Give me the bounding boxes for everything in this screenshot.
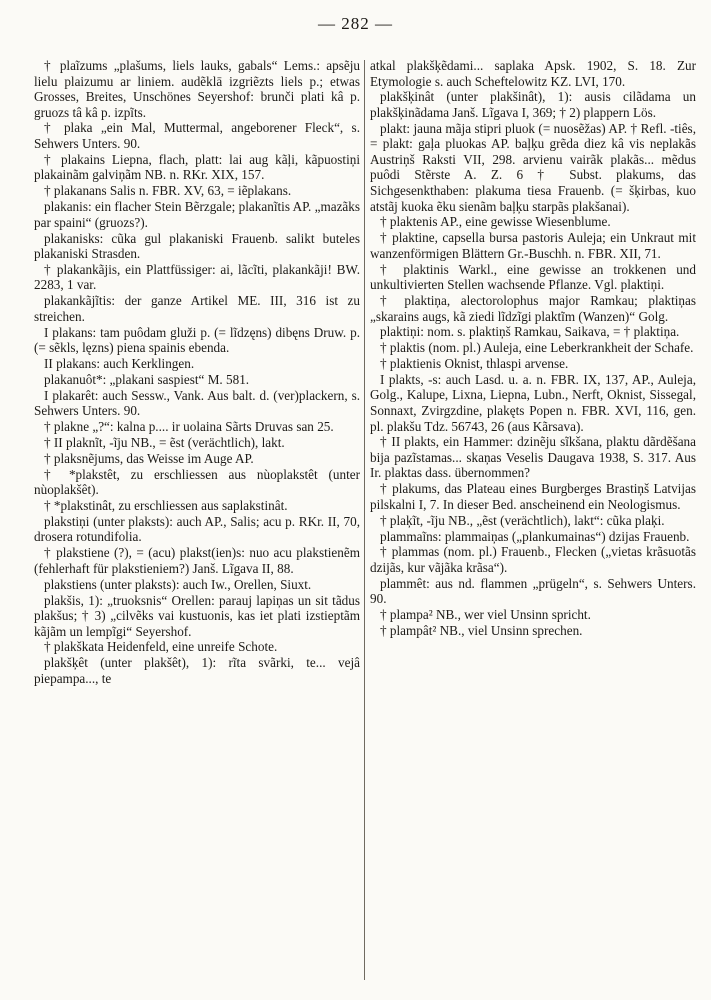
dictionary-entry: † plampât² NB., viel Unsinn sprechen.: [380, 623, 583, 639]
dictionary-entry: plakšķêt (unter plakšêt), 1): rĩta svãrki, te... vejâ piepampa..., te: [34, 655, 360, 686]
right-column: [370, 58, 696, 639]
dictionary-entry: † plakums, das Plateau eines Burgberges Brastiņš Latvijas pilskalni I, 7. In dieser Bed. anscheinend ein Neologismus.: [370, 481, 696, 512]
dictionary-entry: † plaĩzums „plašums, liels lauks, gabals“ Lems.: apsẽju lielu plaizumu ar liniem. audẽklā izgriẽzts liels p.; etwas Grosses, Breites, Unschönes Seyershof: brunči plati kâ p. gruozs tâ kâ p. izpĩts.: [34, 58, 360, 120]
dictionary-entry: plakankãjĩtis: der ganze Artikel ME. III, 316 ist zu streichen.: [34, 293, 360, 324]
dictionary-entry: † plakains Liepna, flach, platt: lai aug kãļi, kãpuostiņi plakainãm galviņãm NB. n. RKr. XIX, 157.: [34, 151, 360, 183]
dictionary-entry: † *plakstêt, zu erschliessen aus nùoplakstêt (unter nùoplakšêt).: [34, 466, 360, 498]
dictionary-entry: † plaktiņa, alectorolophus major Ramkau; plaktiņas „skarains augs, kã ziedi lĩdzĩgi plaktĩm (Wanzen)“ Golg.: [370, 292, 696, 324]
dictionary-entry: † plaktis (nom. pl.) Auleja, eine Leberkrankheit der Schafe.: [380, 340, 694, 356]
dictionary-entry: † II plakts, ein Hammer: dzinẽju sĩkšana, plaktu dãrdẽšana bija pazĩstamas... skaņas Veselis Daugava 1938, S. 317. Aus Ir. plaktas dass. übernommen?: [370, 434, 696, 481]
dictionary-entry: † plaka „ein Mal, Muttermal, angeborener Fleck“, s. Sehwers Unters. 90.: [34, 120, 360, 152]
dictionary-entry: I plakans: tam puôdam gluži p. (= lĩdzęns) dibęns Druw. p. (= sẽkls, lęzns) piena spainis ebenda.: [34, 324, 360, 356]
dictionary-entry: plakšķinât (unter plakšinât), 1): ausis cilãdama un plakšķinãdama Janš. Lĩgava I, 369; † 2) plappern Lös.: [370, 89, 696, 120]
dictionary-entry: plakanis: ein flacher Stein Bẽrzgale; plakanĩtis AP. „mazãks par spaini“ (gruozs?).: [34, 199, 360, 230]
dictionary-entry: plakanisks: cũka gul plakaniski Frauenb. salikt buteles plakaniski Strasden.: [34, 230, 360, 262]
dictionary-entry: † II plaknĩt, -ĩju NB., = ẽst (verächtlich), lakt.: [44, 434, 285, 450]
dictionary-entry: plakt: jauna mãja stipri pluok (= nuosẽžas) AP. † Refl. -tiês, = plakt: gaļa pluokas AP. baļķu grẽda diez kâ vis neplakãs Austriņš Raksti VII, 298. arvienu vairãk plakãs... mẽdus puôdi Stẽrste A. Z. 6 † Subst. plakums, das Sichgesenkthaben: plakuma tiesa Frauenb. (= šķirbas, kuo atstãj kuoka ẽku sienãm baļķu starpãs plakšanai).: [370, 120, 696, 214]
dictionary-entry: plakanuôt*: „plakani saspiest“ M. 581.: [44, 371, 250, 387]
dictionary-entry: † plampa² NB., wer viel Unsinn spricht.: [380, 607, 591, 623]
left-column: [34, 58, 360, 687]
page-number: — 282 —: [318, 14, 393, 33]
dictionary-entry: † plakstiene (?), = (acu) plakst(ien)s: nuo acu plakstienẽm (fehlerhaft für plakstieniem?) Janš. Lĩgava II, 88.: [34, 545, 360, 576]
column-divider: [364, 60, 365, 980]
dictionary-entry: plakšis, 1): „truoksnis“ Orellen: parauj lapiņas un sit tãdus plakšus; † 3) „cilvẽks vai kustuonis, kas iet plati izstieptãm kãjãm un lempĩgi“ Seyershof.: [34, 592, 360, 639]
dictionary-entry: I plakarêt: auch Sessw., Vank. Aus balt. d. (ver)plackern, s. Sehwers Unters. 90.: [34, 387, 360, 419]
dictionary-entry: † plakanans Salis n. FBR. XV, 63, = iẽplakans.: [44, 183, 292, 199]
dictionary-entry: plakstiņi (unter plaksts): auch AP., Salis; acu p. RKr. II, 70, drosera rotundifolia.: [34, 513, 360, 545]
dictionary-entry: † plammas (nom. pl.) Frauenb., Flecken („vietas krãsuotãs dzijãs, kur vãjãka krãsa“).: [370, 544, 696, 575]
dictionary-entry: plammêt: aus nd. flammen „prügeln“, s. Sehwers Unters. 90.: [370, 575, 696, 607]
dictionary-entry: † plakškata Heidenfeld, eine unreife Schote.: [44, 639, 278, 655]
dictionary-entry: plammaĩns: plammaiņas („plankumainas“) dzijas Frauenb.: [380, 528, 690, 544]
dictionary-entry: plaktiņi: nom. s. plaktiņš Ramkau, Saikava, = † plaktiņa.: [380, 324, 680, 340]
dictionary-entry: II plakans: auch Kerklingen.: [44, 356, 195, 372]
dictionary-entry: † *plakstinât, zu erschliessen aus saplakstinât.: [44, 498, 288, 514]
dictionary-entry: † plaķĩt, -ĩju NB., „ẽst (verächtlich), lakt“: cũka plaķi.: [380, 512, 665, 528]
dictionary-entry: † plakankãjis, ein Plattfüssiger: ai, lãcĩti, plakankãji! BW. 2283, 1 var.: [34, 261, 360, 293]
dictionary-entry: † plaksnẽjums, das Weisse im Auge AP.: [44, 450, 254, 466]
dictionary-entry: † plaktienis Oknist, thlaspi arvense.: [380, 356, 569, 372]
dictionary-entry: † plakne „?“: kalna p.... ir uolaina Sãrts Druvas san 25.: [44, 419, 334, 435]
dictionary-entry: † plaktinis Warkl., eine gewisse an trokkenen und unkultivierten Stellen wachsende Pflanze. Vgl. plaktiņi.: [370, 261, 696, 293]
dictionary-entry: atkal plakšķẽdami... saplaka Apsk. 1902, S. 18. Zur Etymologie s. auch Scheftelowitz KZ. LVI, 170.: [370, 58, 696, 89]
dictionary-entry: † plaktine, capsella bursa pastoris Auleja; ein Unkraut mit wanzenförmigen Blättern Gr.-Buschh. n. FBR. XII, 71.: [370, 230, 696, 261]
dictionary-entry: I plakts, -s: auch Lasd. u. a. n. FBR. IX, 137, AP., Auleja, Golg., Kalupe, Lixna, Liepna, Lubn., Nerft, Oknist, Sissegal, Sonnaxt, Zvirgzdine, plakęts Popen n. FBR. XVI, 116, gen. pl. plakšu Tdz. 56743, 26 (aus Kãrsava).: [370, 371, 696, 434]
dictionary-entry: plakstiens (unter plaksts): auch Iw., Orellen, Siuxt.: [44, 576, 312, 592]
dictionary-entry: † plaktenis AP., eine gewisse Wiesenblume.: [380, 214, 611, 230]
